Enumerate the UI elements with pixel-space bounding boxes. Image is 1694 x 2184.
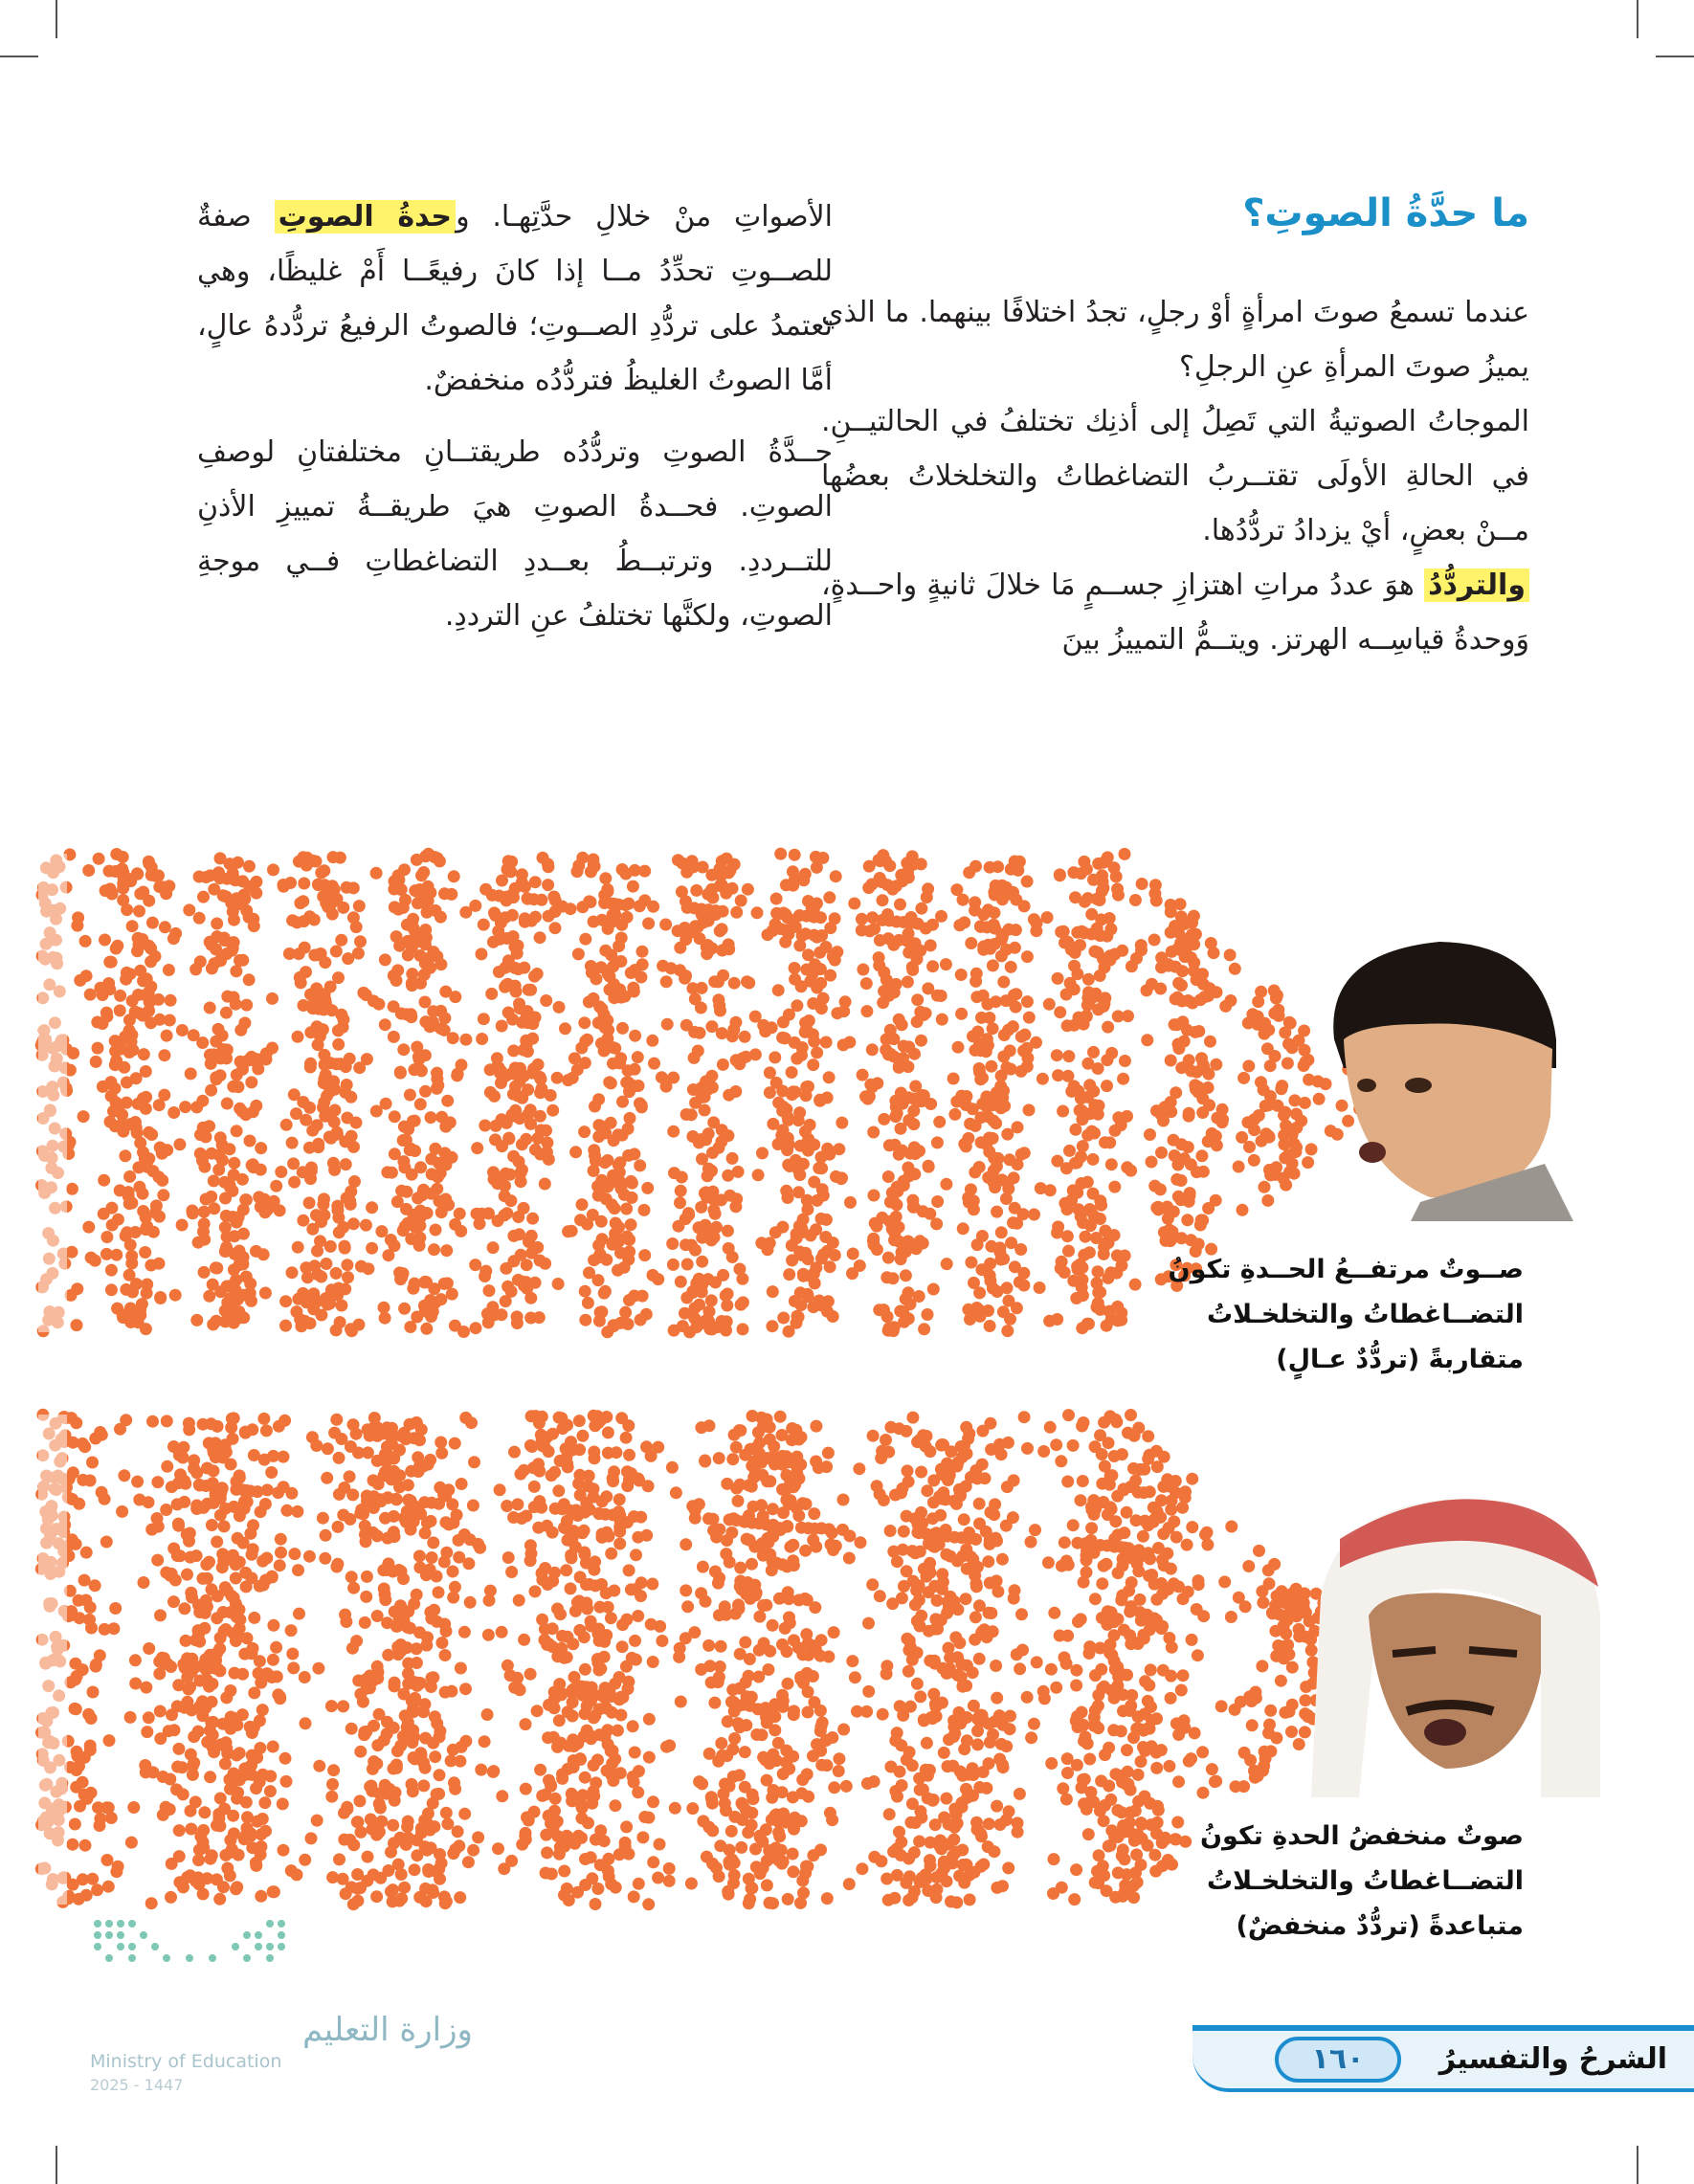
- boy-face-photo: [1305, 925, 1573, 1221]
- caption-line: صــوتٌ مرتفــعُ الحــدةِ تكونُ: [1168, 1255, 1524, 1284]
- ministry-logo: [86, 1914, 473, 2106]
- logo-year: 2025 - 1447: [90, 2076, 184, 2094]
- man-face-icon: [1302, 1482, 1608, 1797]
- ministry-logo-icon: [86, 1914, 473, 2106]
- pitch-term: حدةُ الصوتِ: [275, 200, 456, 234]
- pitch-paragraph: [197, 189, 833, 408]
- frequency-term: والتردُّدُ: [1424, 568, 1529, 602]
- logo-arabic: وزارة التعليم: [302, 2011, 473, 2049]
- page-number: ١٦٠: [1275, 2037, 1401, 2083]
- footer-section-tab: [1192, 2025, 1694, 2092]
- left-text-column: [197, 189, 833, 643]
- section-label: الشرحُ والتفسيرُ: [1438, 2042, 1667, 2076]
- particle-wave-svg: [38, 1415, 1378, 1905]
- pitch-paragraph-rest: صفةٌ للصــوتِ تحدِّدُ مــا إذا كانَ رفيعًــا أَمْ غليظًا، وهي تعتمدُ على تردُّدِ الصــوتِ؛ فالصوتُ الرفيعُ تردُّدهُ عالٍ، أمَّا الصوتُ الغليظُ فتردُّدُه منخفضٌ.: [197, 200, 833, 397]
- crop-mark: [56, 2146, 57, 2184]
- crop-mark: [1637, 2146, 1638, 2184]
- page-title: ما حدَّةُ الصوتِ؟: [1242, 191, 1529, 235]
- low-pitch-wave-figure: [38, 1415, 1378, 1905]
- caption-line: التضــاغطاتُ والتخلخـلاتُ: [1206, 1866, 1524, 1896]
- pitch-paragraph-start: الأصواتِ منْ خلالِ حدَّتِهـا. و: [456, 200, 833, 234]
- intro-paragraph: عندما تسمعُ صوتَ امرأةٍ أوْ رجلٍ، تجدُ اختلافًا بينهما. ما الذي يميزُ صوتَ المرأةِ عنِ الرجلِ؟: [821, 296, 1529, 384]
- caption-line: صوتٌ منخفضُ الحدةِ تكونُ: [1199, 1821, 1524, 1851]
- boy-face-icon: [1305, 925, 1573, 1221]
- frequency-paragraph: [821, 558, 1529, 667]
- caption-line: متباعدةً (تردُّدٌ منخفضٌ): [1236, 1911, 1524, 1941]
- caption-line: التضــاغطاتُ والتخلخـلاتُ: [1206, 1300, 1524, 1329]
- crop-mark: [56, 0, 57, 38]
- crop-mark: [1656, 56, 1694, 57]
- frequency-definition: هوَ عددُ مراتِ اهتزازِ جســمٍ مَا خلالَ ثانيةٍ واحــدةٍ، وَوحدةُ قياسِــه الهرتز. ويتــمُّ التمييزُ بينَ: [821, 568, 1529, 657]
- waves-paragraph: الموجاتُ الصوتيةُ التي تَصِلُ إلى أذنِك تختلفُ في الحالتيــنِ. في الحالةِ الأولَى تقتــربُ التضاغطاتُ والتخلخلاتُ بعضُها مــنْ بعضٍ، أيْ يزدادُ تردُّدُها.: [821, 405, 1529, 547]
- high-pitch-caption: [1169, 1247, 1524, 1382]
- man-face-photo: [1302, 1482, 1608, 1797]
- caption-line: متقاربةً (تردُّدٌ عـالٍ): [1276, 1345, 1524, 1374]
- low-pitch-caption: [1200, 1814, 1524, 1949]
- crop-mark: [1637, 0, 1638, 38]
- logo-english: Ministry of Education: [90, 2051, 282, 2072]
- crop-mark: [0, 56, 38, 57]
- pitch-vs-frequency-paragraph: حــدَّةُ الصوتِ وتردُّدُه طريقتــانِ مختلفتانِ لوصفِ الصوتِ. فحــدةُ الصوتِ هيَ طريقــةُ تمييزِ الأذنِ للتــرددِ. وترتبــطُ بعــددِ التضاغطاتِ فــي موجةِ الصوتِ، ولكنَّها تختلفُ عنِ الترددِ.: [197, 435, 833, 633]
- right-text-column: [821, 285, 1529, 667]
